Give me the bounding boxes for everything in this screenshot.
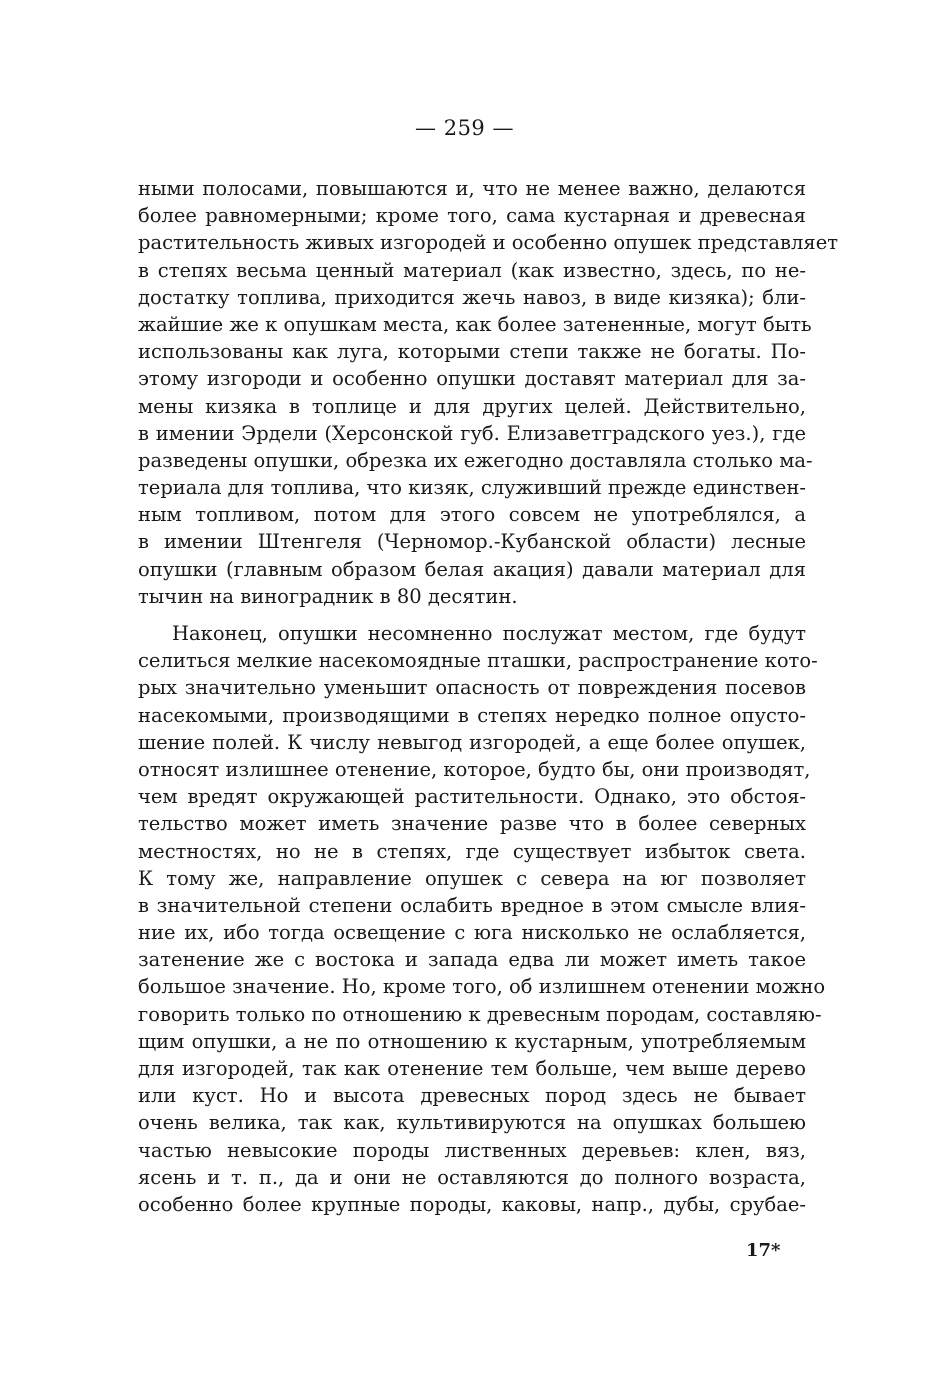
text-line: щим опушки, а не по отношению к кустарным, употребляемым	[138, 1029, 806, 1053]
text-line: очень велика, так как, культивируются на опушках большею	[138, 1111, 806, 1135]
text-line: Наконец, опушки несомненно послужат местом, где будут	[172, 622, 806, 645]
paragraph-2	[138, 620, 826, 1218]
paragraph-1	[138, 175, 839, 610]
text-line: мены кизяка в топлице и для других целей. Действительно,	[138, 394, 806, 418]
text-line: в имении Эрдели (Херсонской губ. Елизаветградского уез.), где	[138, 421, 806, 445]
text-line: чем вредят окружающей растительности. Однако, это обстоя-	[138, 785, 806, 809]
page-number: — 259 —	[415, 116, 514, 140]
text-line: ным топливом, потом для этого совсем не употреблялся, а	[138, 503, 806, 527]
text-line: более равномерными; кроме того, сама кустарная и древесная	[138, 204, 806, 228]
text-line: говорить только по отношению к древесным породам, составляю-	[138, 1002, 822, 1026]
text-line: частью невысокие породы лиственных деревьев: клен, вяз,	[138, 1138, 806, 1162]
text-line: или куст. Но и высота древесных пород здесь не бывает	[138, 1084, 806, 1108]
text-line: достатку топлива, приходится жечь навоз, в виде кизяка); бли-	[138, 285, 806, 309]
text-line: этому изгороди и особенно опушки доставят материал для за-	[138, 367, 806, 391]
text-line: разведены опушки, обрезка их ежегодно доставляла столько ма-	[138, 448, 813, 472]
text-line: затенение же с востока и запада едва ли может иметь такое	[138, 948, 806, 972]
text-line: тычин на виноградник в 80 десятин.	[138, 584, 518, 608]
text-line: селиться мелкие насекомоядные пташки, распространение кото-	[138, 649, 818, 673]
text-line: местностях, но не в степях, где существует избыток света.	[138, 839, 806, 863]
text-line: шение полей. К числу невыгод изгородей, а еще более опушек,	[138, 730, 806, 754]
text-line: опушки (главным образом белая акация) давали материал для	[138, 557, 806, 581]
signature-mark: 17*	[746, 1240, 781, 1261]
text-line: особенно более крупные породы, каковы, напр., дубы, срубае-	[138, 1192, 806, 1216]
text-line: для изгородей, так как отенение тем больше, чем выше дерево	[138, 1057, 806, 1080]
text-line: относят излишнее отенение, которое, будто бы, они производят,	[138, 757, 811, 781]
text-line: в значительной степени ослабить вредное в этом смысле влия-	[138, 893, 806, 917]
text-line: использованы как луга, которыми степи также не богаты. По-	[138, 340, 806, 364]
text-line: в имении Штенгеля (Черномор.-Кубанской области) лесные	[138, 530, 806, 554]
text-line: К тому же, направление опушек с севера на юг позволяет	[138, 866, 806, 890]
text-line: ние их, ибо тогда освещение с юга нисколько не ослабляется,	[138, 921, 806, 945]
text-line: ясень и т. п., да и они не оставляются до полного возраста,	[138, 1165, 806, 1189]
text-line: ными полосами, повышаются и, что не менее важно, делаются	[138, 177, 806, 200]
text-line: в степях весьма ценный материал (как известно, здесь, по не-	[138, 258, 806, 282]
text-line: рых значительно уменьшит опасность от повреждения посевов	[138, 676, 806, 700]
text-line: большое значение. Но, кроме того, об излишнем отенении можно	[138, 975, 826, 999]
text-line: териала для топлива, что кизяк, служивший прежде единствен-	[138, 476, 806, 500]
text-line: растительность живых изгородей и особенно опушек представляет	[138, 231, 839, 255]
text-line: жайшие же к опушкам места, как более затененные, могут быть	[138, 312, 812, 336]
text-line: тельство может иметь значение разве что в более северных	[138, 812, 806, 836]
text-line: насекомыми, производящими в степях нередко полное опусто-	[138, 703, 806, 727]
